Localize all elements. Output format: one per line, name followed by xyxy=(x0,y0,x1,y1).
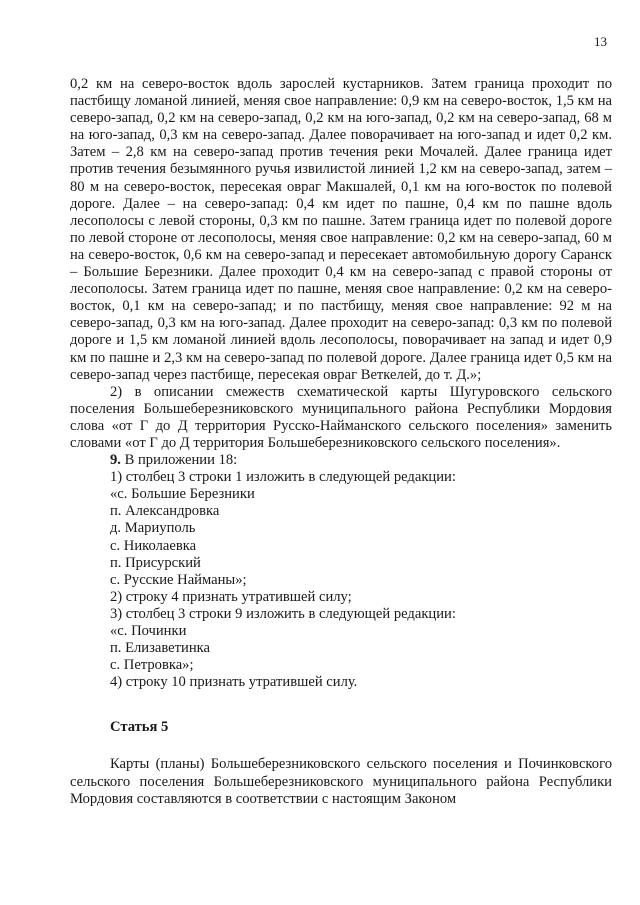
list-line: п. Елизаветинка xyxy=(110,640,210,657)
list-line: с. Русские Найманы»; xyxy=(110,571,247,588)
item-9-text: В приложении 18: xyxy=(120,452,238,469)
list-line: 1) столбец 3 строки 1 изложить в следующей редакции: xyxy=(110,469,456,486)
paragraph-item-9 xyxy=(70,452,612,469)
paragraph-item-2: 2) в описании смежеств схематической карты Шугуровского сельского поселения Большеберезниковского муниципального района Республики Мордовия слова «от Г до Д территория Русско-Найманского сельского поселения» заменить словами «от Г до Д территория Большеберезниковского сельского поселения». xyxy=(70,383,612,451)
list-line: «с. Починки xyxy=(110,623,187,639)
list-line: с. Петровка»; xyxy=(110,657,194,674)
article-paragraph: Карты (планы) Большеберезниковского сельского поселения и Починковского сельского поселения Большеберезниковского муниципального района Республики Мордовия составляются в соответствии с настоящим Законом xyxy=(70,756,612,807)
list-line: «с. Большие Березники xyxy=(110,486,255,503)
document-body xyxy=(70,76,612,808)
article-heading: Статья 5 xyxy=(110,719,169,736)
item-9-number: 9. xyxy=(110,452,121,469)
list-line: 2) строку 4 признать утратившей силу; xyxy=(110,588,352,605)
page-number: 13 xyxy=(594,34,607,49)
list-line: 3) столбец 3 строки 9 изложить в следующей редакции: xyxy=(110,605,456,622)
list-line: 4) строку 10 признать утратившей силу. xyxy=(110,674,358,691)
list-line: п. Александровка xyxy=(110,503,220,520)
list-line: с. Николаевка xyxy=(110,537,197,554)
paragraph-boundary-description: 0,2 км на северо-восток вдоль зарослей кустарников. Затем граница проходит по пастбищу ломаной линией, меняя свое направление: 0,9 км на северо-восток, 1,5 км на северо-запад, 0,2 км на северо-запад, 0,2 км на юго-запад, 0,2 км на северо-запад, 68 м на юго-запад, 0,3 км на северо-запад. Далее поворачивает на юго-запад и идет 0,2 км. Затем – 2,8 км на северо-запад против течения реки Мочалей. Далее граница идет против течения безымянного ручья извилистой линией 1,2 км на северо-запад, затем – 80 м на северо-восток, пересекая овраг Макшалей, 0,1 км на юго-восток по полевой дороге. Далее – на северо-запад: 0,4 км идет по пашне, 0,4 км по пашне вдоль лесополосы с левой стороны, 0,3 км по пашне. Затем граница идет по полевой дороге по левой стороне от лесополосы, меняя свое направление: 0,2 км на северо-запад, 60 м на северо-восток, 0,6 км на северо-запад и пересекает автомобильную дорогу Саранск – Большие Березники. Далее проходит 0,4 км на северо-запад с правой стороны от лесополосы. Затем граница идет по пашне, меняя свое направление: 0,2 км на северо-восток, 0,1 км на северо-запад; и по пастбищу, меняя свое направление: 92 м на северо-запад, 0,3 км на юго-запад. Далее проходит на северо-запад: 0,3 км по полевой дороге и 1,5 км ломаной линией вдоль лесополосы, поворачивает на запад и идет 0,9 км по пашне и 2,3 км на северо-запад по полевой дороге. Далее граница идет 0,5 км на северо-запад через пастбище, пересекая овраг Веткелей, до т. Д.»; xyxy=(70,76,612,383)
list-line: д. Мариуполь xyxy=(110,520,196,537)
list-line: п. Присурский xyxy=(110,554,201,571)
